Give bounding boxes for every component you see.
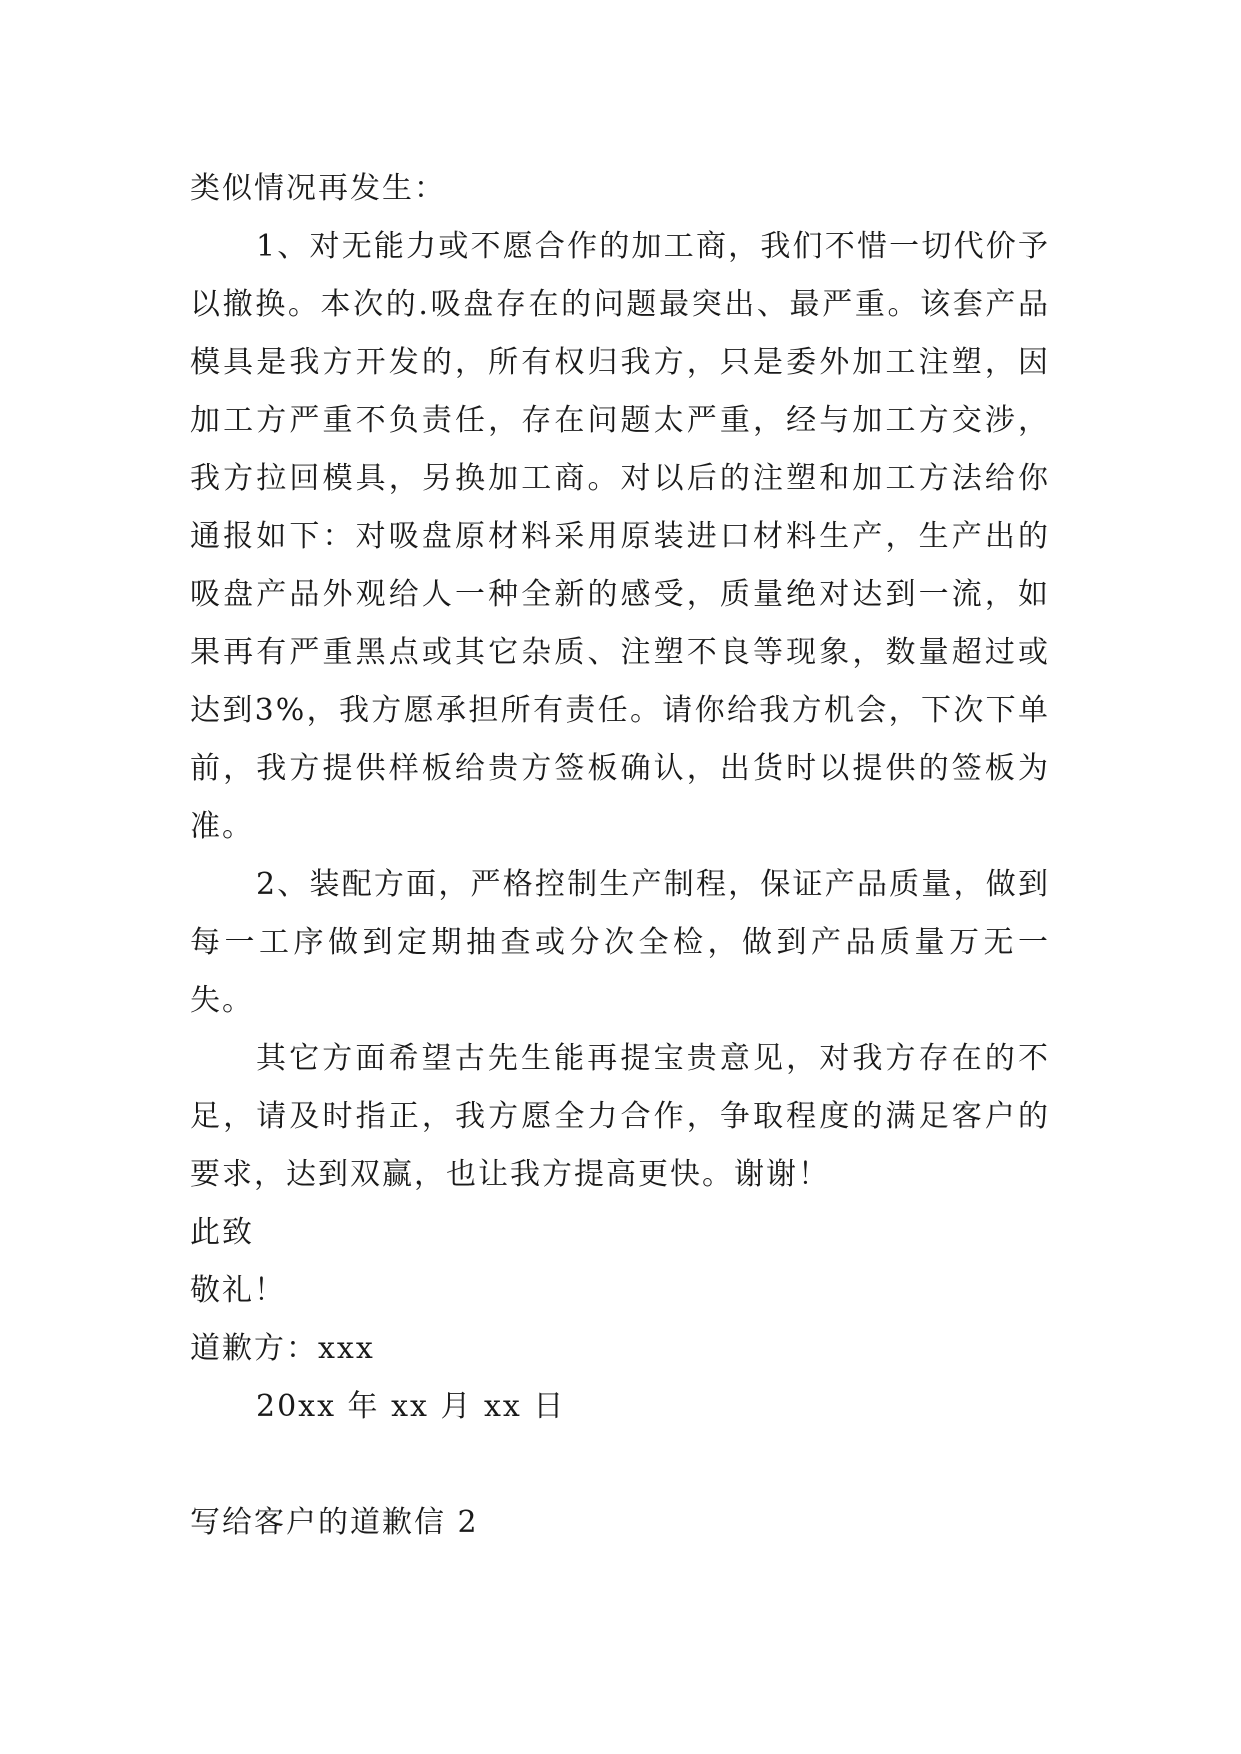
signature-line: 道歉方：xxx <box>190 1331 375 1366</box>
paragraph-1: 1、对无能力或不愿合作的加工商，我们不惜一切代价予以撤换。本次的.吸盘存在的问题最突出、最严重。该套产品模具是我方开发的，所有权归我方，只是委外加工注塑，因加工方严重不负责任，存在问题太严重，经与加工方交涉，我方拉回模具，另换加工商。对以后的注塑和加工方法给你通报如下：对吸盘原材料采用原装进口材料生产，生产出的吸盘产品外观给人一种全新的感受，质量绝对达到一流，如果再有严重黑点或其它杂质、注塑不良等现象，数量超过或达到3%，我方愿承担所有责任。请你给我方机会，下次下单前，我方提供样板给贵方签板确认，出货时以提供的签板为准。 <box>190 229 1050 844</box>
paragraph-2: 2、装配方面，严格控制生产制程，保证产品质量，做到每一工序做到定期抽查或分次全检，做到产品质量万无一失。 <box>190 867 1050 1018</box>
intro-line: 类似情况再发生： <box>190 171 446 206</box>
closing-regards: 敬礼！ <box>190 1273 286 1308</box>
date-line: 20xx 年 xx 月 xx 日 <box>256 1389 566 1424</box>
section-gap <box>190 1436 1050 1494</box>
paragraph-3: 其它方面希望古先生能再提宝贵意见，对我方存在的不足，请及时指正，我方愿全力合作，争取程度的满足客户的要求，达到双赢，也让我方提高更快。谢谢！ <box>190 1041 1050 1192</box>
document-body <box>190 160 1050 1552</box>
next-letter-title: 写给客户的道歉信 2 <box>190 1505 479 1540</box>
closing-salutation: 此致 <box>190 1215 254 1250</box>
